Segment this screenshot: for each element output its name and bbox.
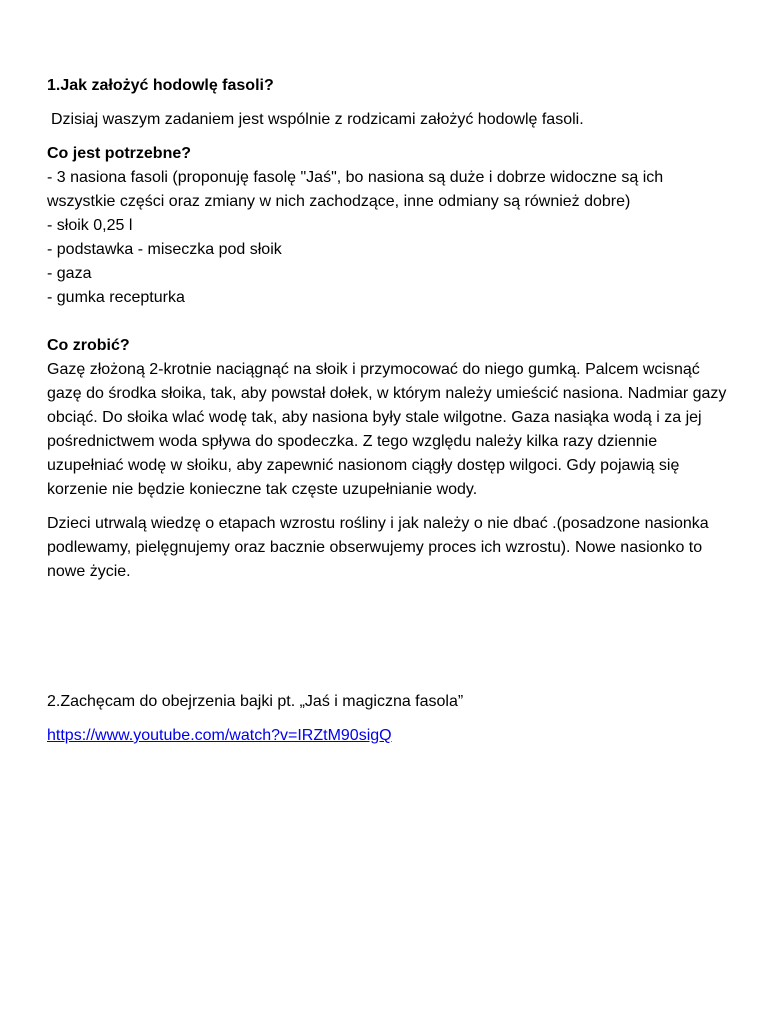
needs-heading: Co jest potrzebne? (47, 145, 192, 162)
intro-paragraph: Dzisiaj waszym zadaniem jest wspólnie z rodzicami założyć hodowlę fasoli. (51, 111, 584, 128)
needs-item-seeds: - 3 nasiona fasoli (proponuję fasolę "Jaś", bo nasiona są duże i dobrze widoczne są ich wszystkie części oraz zmiany w nich zachodzące, inne odmiany są również dobre) (47, 169, 664, 210)
document-content (47, 74, 727, 748)
todo-heading: Co zrobić? (47, 337, 130, 354)
needs-item-rubber-band: - gumka recepturka (47, 289, 185, 306)
section1-title: 1.Jak założyć hodowlę fasoli? (47, 77, 274, 94)
youtube-link[interactable]: https://www.youtube.com/watch?v=IRZtM90sigQ (47, 727, 392, 744)
section2-text: 2.Zachęcam do obejrzenia bajki pt. „Jaś i magiczna fasola” (47, 693, 464, 710)
summary-paragraph: Dzieci utrwalą wiedzę o etapach wzrostu rośliny i jak należy o nie dbać .(posadzone nasionka podlewamy, pielęgnujemy oraz bacznie obserwujemy proces ich wzrostu). Nowe nasionko to nowe życie. (47, 515, 709, 580)
needs-list (47, 166, 727, 310)
blank-space (47, 584, 727, 690)
needs-item-stand: - podstawka - miseczka pod słoik (47, 241, 282, 258)
needs-item-jar: - słoik 0,25 l (47, 217, 133, 234)
needs-item-gauze: - gaza (47, 265, 92, 282)
todo-paragraph: Gazę złożoną 2-krotnie naciągnąć na słoik i przymocować do niego gumką. Palcem wcisnąć gazę do środka słoika, tak, aby powstał dołek, w którym należy umieścić nasiona. Nadmiar gazy obciąć. Do słoika wlać wodę tak, aby nasiona były stale wilgotne. Gaza nasiąka wodą i za jej pośrednictwem woda spływa do spodeczka. Z tego względu należy kilka razy dziennie uzupełniać wodę w słoiku, aby zapewnić nasionom ciągły dostęp wilgoci. Gdy pojawią się korzenie nie będzie konieczne tak częste uzupełnianie wody. (47, 361, 727, 498)
